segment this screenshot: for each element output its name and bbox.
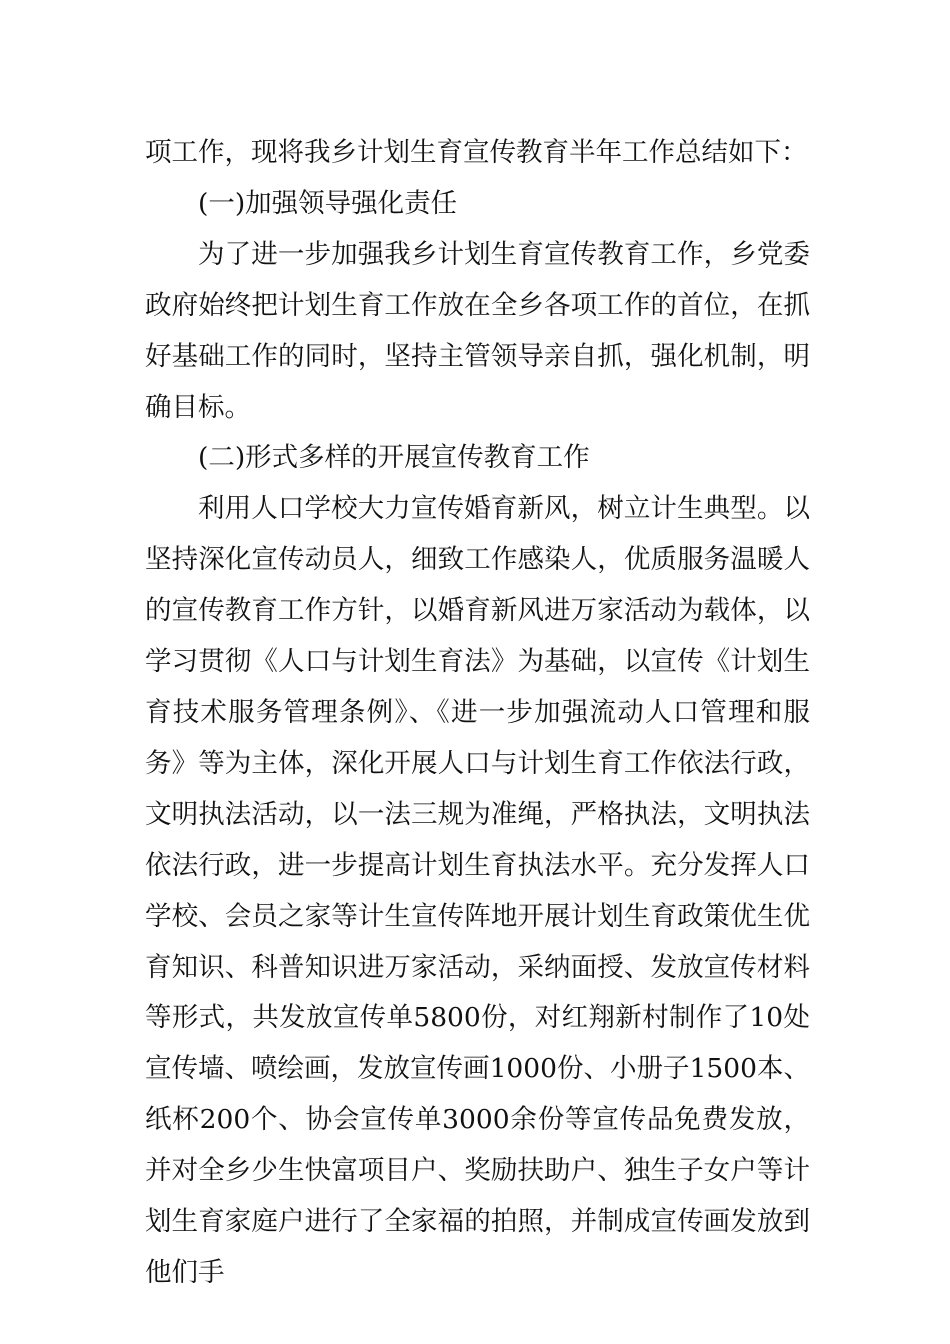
paragraph-publicity: 利用人口学校大力宣传婚育新风，树立计生典型。以坚持深化宣传动员人，细致工作感染人，优质服务温暖人的宣传教育工作方针，以婚育新风进万家活动为载体，以学习贯彻《人口与计划生育法》为基础，以宣传《计划生育技术服务管理条例》、《进一步加强流动人口管理和服务》等为主体，深化开展人口与计划生育工作依法行政，文明执法活动，以一法三规为准绳，严格执法，文明执法依法行政，进一步提高计划生育执法水平。充分发挥人口学校、会员之家等计生宣传阵地开展计划生育政策优生优育知识、科普知识进万家活动，采纳面授、发放宣传材料等形式，共发放宣传单5800份，对红翔新村制作了10处宣传墙、喷绘画，发放宣传画1000份、小册子1500本、纸杯200个、协会宣传单3000余份等宣传品免费发放，并对全乡少生快富项目户、奖励扶助户、独生子女户等计划生育家庭户进行了全家福的拍照，并制成宣传画发放到他们手 xyxy=(145,493,810,1288)
section-heading-2: (二)形式多样的开展宣传教育工作 xyxy=(198,442,590,474)
paragraph-continuation: 项工作，现将我乡计划生育宣传教育半年工作总结如下： xyxy=(145,137,808,168)
document-body xyxy=(145,128,810,1299)
section-heading-1: (一)加强领导强化责任 xyxy=(198,187,458,219)
paragraph-leadership: 为了进一步加强我乡计划生育宣传教育工作，乡党委政府始终把计划生育工作放在全乡各项工作的首位，在抓好基础工作的同时，坚持主管领导亲自抓，强化机制，明确目标。 xyxy=(145,238,810,423)
